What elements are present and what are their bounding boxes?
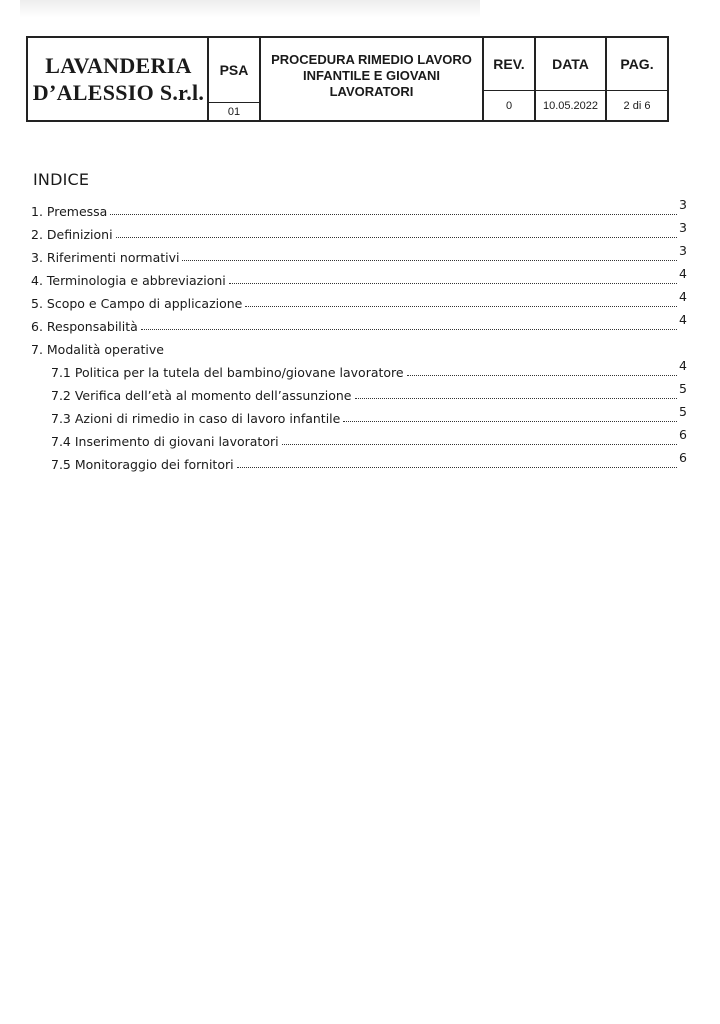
company-name [28,38,209,120]
toc-leader-dots [229,282,677,284]
toc-subentry [31,403,687,426]
scan-edge-shadow [20,0,480,18]
toc-entry-page: 4 [679,266,687,281]
toc-leader-dots [245,305,677,307]
index-heading: INDICE [33,170,90,189]
toc-entry [31,196,687,219]
toc-entry-text: 7.2 Verifica dell’età al momento dell’assunzione [51,388,352,403]
table-of-contents [31,196,687,472]
toc-leader-dots [110,213,677,215]
toc-entry-page: 3 [679,243,687,258]
toc-entry [31,265,687,288]
date-label: DATA [552,56,589,72]
toc-leader-dots [343,420,677,422]
toc-entry [31,288,687,311]
toc-entry-text: 7.4 Inserimento di giovani lavoratori [51,434,279,449]
toc-leader-dots [282,443,677,445]
toc-leader-dots [237,466,677,468]
document-title [261,38,482,120]
toc-leader-dots [407,374,677,376]
revision-label: REV. [493,56,525,72]
toc-entry-text: 7.3 Azioni di rimedio in caso di lavoro infantile [51,411,341,426]
page-value: 2 di 6 [623,99,651,112]
toc-subentry [31,380,687,403]
toc-leader-dots [355,397,678,399]
toc-entry [31,311,687,334]
company-name-line1: LAVANDERIA [45,53,192,78]
toc-entry-page: 3 [679,220,687,235]
toc-entry-page: 6 [679,450,687,465]
toc-entry-page: 3 [679,197,687,212]
toc-entry-text: 7. Modalità operative [31,342,164,357]
toc-entry-page: 6 [679,427,687,442]
toc-entry-page: 4 [679,289,687,304]
document-header-table [26,36,669,122]
toc-entry-text: 2. Definizioni [31,227,113,242]
toc-entry-text: 6. Responsabilità [31,319,138,334]
psa-value: 01 [227,105,241,118]
psa-label: PSA [219,62,249,78]
toc-entry-text: 5. Scopo e Campo di applicazione [31,296,243,311]
toc-leader-dots [182,259,677,261]
toc-entry-page: 4 [679,358,687,373]
toc-entry-text: 3. Riferimenti normativi [31,250,180,265]
date-value: 10.05.2022 [542,99,599,112]
toc-entry [31,219,687,242]
toc-subentry [31,426,687,449]
toc-entry-page: 4 [679,312,687,327]
company-name-line2: D’ALESSIO S.r.l. [32,80,205,105]
toc-entry-text: 4. Terminologia e abbreviazioni [31,273,226,288]
document-title-line3: LAVORATORI [329,84,414,99]
toc-entry [31,242,687,265]
toc-entry-page: 5 [679,381,687,396]
toc-subentry [31,449,687,472]
toc-subentry [31,357,687,380]
toc-entry-text: 1. Premessa [31,204,108,219]
toc-section-heading [31,334,687,357]
toc-entry-page: 5 [679,404,687,419]
document-title-line1: PROCEDURA RIMEDIO LAVORO [271,52,472,67]
toc-entry-text: 7.1 Politica per la tutela del bambino/giovane lavoratore [51,365,404,380]
revision-value: 0 [505,99,513,112]
document-title-line2: INFANTILE E GIOVANI [303,68,440,83]
page-label: PAG. [620,56,654,72]
toc-leader-dots [116,236,677,238]
toc-entry-text: 7.5 Monitoraggio dei fornitori [51,457,234,472]
toc-leader-dots [141,328,677,330]
